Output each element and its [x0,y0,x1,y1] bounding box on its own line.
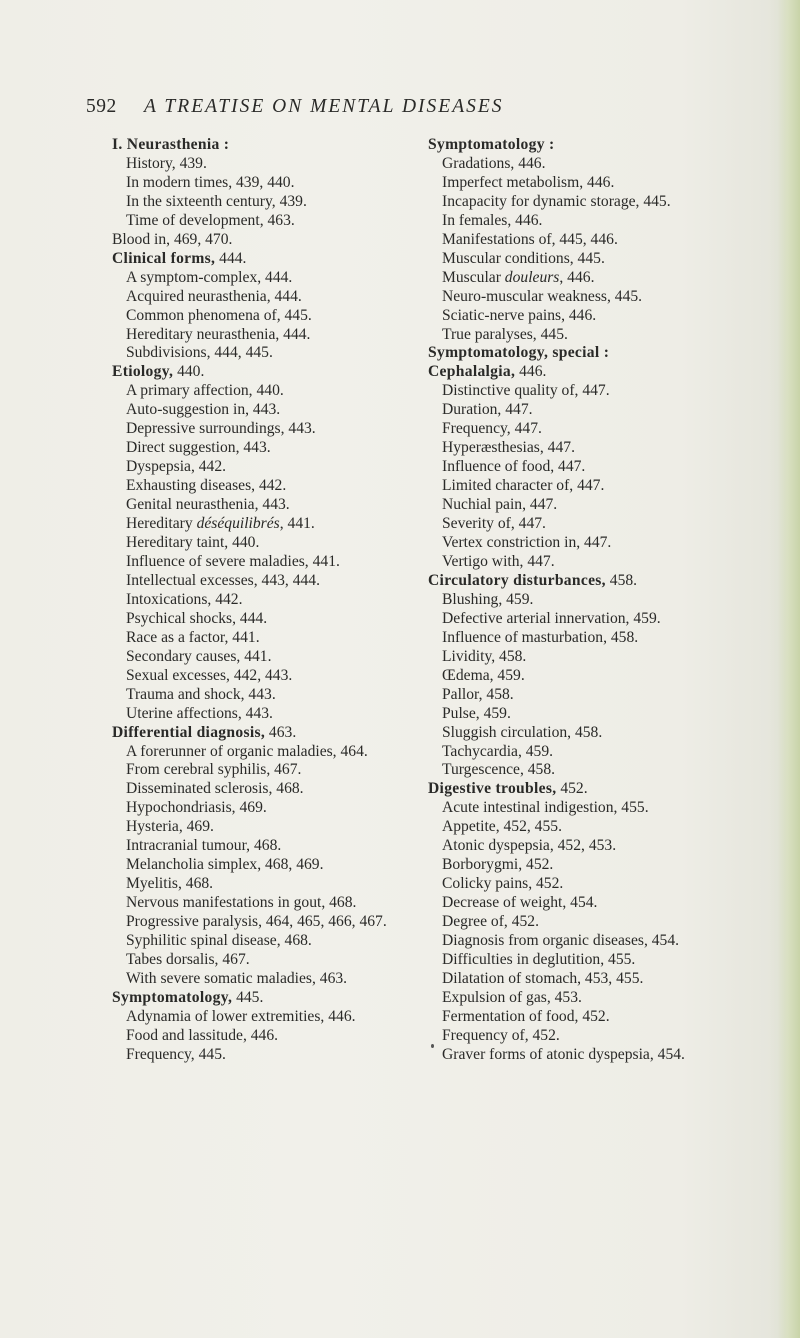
index-heading: Circulatory disturbances, [428,571,606,589]
index-entry: Frequency of, 452. [442,1026,560,1044]
index-entry: Colicky pains, 452. [442,875,564,893]
index-entry: With severe somatic maladies, 463. [126,969,348,987]
index-entry: Hereditary neurasthenia, 444. [126,325,311,343]
index-entry: Distinctive quality of, 447. [442,382,610,400]
page-reference: , 441. [279,515,315,533]
index-entry: Nervous manifestations in gout, 468. [126,894,357,912]
index-entry: Syphilitic spinal disease, 468. [126,932,312,950]
index-entry: Food and lassitude, 446. [126,1026,279,1044]
page-reference: 440. [173,363,205,381]
index-entry: Myelitis, 468. [126,875,214,893]
page-reference: 444. [215,249,247,267]
index-entry: Gradations, 446. [442,154,546,172]
index-entry: Influence of severe maladies, 441. [126,552,340,570]
index-entry: Vertex constriction in, 447. [442,534,612,552]
index-entry: Influence of masturbation, 458. [442,628,639,646]
index-entry [112,515,432,534]
index-entry: Sexual excesses, 442, 443. [126,666,293,684]
index-entry [428,269,748,288]
index-entry: Œdema, 459. [442,666,525,684]
index-entry: Psychical shocks, 444. [126,609,268,627]
index-entry: Depressive surroundings, 443. [126,420,316,438]
index-entry: Hypochondriasis, 469. [126,799,267,817]
index-entry: Manifestations of, 445, 446. [442,230,618,248]
index-entry: Influence of food, 447. [442,458,586,476]
index-entry: In modern times, 439, 440. [126,173,295,191]
index-entry [112,989,432,1008]
index-entry: Sciatic-nerve pains, 446. [442,306,597,324]
ink-speck [431,1044,434,1048]
index-entry: Acquired neurasthenia, 444. [126,287,302,305]
index-entry: Adynamia of lower extremities, 446. [126,1007,356,1025]
index-entry: Subdivisions, 444, 445. [126,344,273,362]
page-reference: 452. [556,780,588,798]
index-entry: Duration, 447. [442,401,533,419]
index-entry: Dilatation of stomach, 453, 455. [442,969,644,987]
index-entry: Lividity, 458. [442,647,527,665]
page-reference: 463. [265,723,297,741]
index-heading: Clinical forms, [112,249,216,267]
index-entry [112,250,432,269]
index-entry [112,724,432,743]
page-reference: 446. [515,363,547,381]
index-entry: Degree of, 452. [442,913,539,931]
index-entry: Diagnosis from organic diseases, 454. [442,932,680,950]
entry-italic-term: déséquilibrés [196,515,280,533]
index-entry: Auto-suggestion in, 443. [126,401,281,419]
index-entry: Blushing, 459. [442,590,534,608]
page-edge-shadow [778,0,800,1338]
index-entry: Hyperæsthesias, 447. [442,439,575,457]
index-entry: Fermentation of food, 452. [442,1007,610,1025]
index-entry: A symptom-complex, 444. [126,268,293,286]
index-entry: Direct suggestion, 443. [126,439,271,457]
index-entry: History, 439. [126,154,207,172]
index-entry: Intoxications, 442. [126,590,243,608]
index-entry: Imperfect metabolism, 446. [442,173,615,191]
index-entry: Intracranial tumour, 468. [126,837,282,855]
index-entry: Blood in, 469, 470. [112,230,233,248]
index-column-left [112,136,432,1065]
index-entry: Trauma and shock, 443. [126,685,276,703]
index-entry: Hysteria, 469. [126,818,214,836]
index-column-right [428,136,748,1065]
index-heading: I. Neurasthenia : [112,136,230,153]
index-entry: Progressive paralysis, 464, 465, 466, 467. [126,913,387,931]
index-entry: Graver forms of atonic dyspepsia, 454. [442,1045,685,1063]
index-heading: Cephalalgia, [428,363,516,381]
index-entry [428,363,748,382]
index-entry: A forerunner of organic maladies, 464. [126,742,368,760]
index-heading: Differential diagnosis, [112,723,266,741]
index-entry: Common phenomena of, 445. [126,306,312,324]
page-reference: 458. [605,571,638,589]
index-entry: Defective arterial innervation, 459. [442,609,661,627]
index-entry: Turgescence, 458. [442,761,556,779]
index-entry: Difficulties in deglutition, 455. [442,950,636,968]
index-entry: Time of development, 463. [126,211,295,229]
running-title: A TREATISE ON MENTAL DISEASES [144,96,504,117]
index-entry: Decrease of weight, 454. [442,894,598,912]
index-entry: Appetite, 452, 455. [442,818,562,836]
index-entry: Neuro-muscular weakness, 445. [442,287,643,305]
index-entry: Frequency, 445. [126,1045,226,1063]
index-entry: In the sixteenth century, 439. [126,192,307,210]
index-entry: Dyspepsia, 442. [126,458,227,476]
index-entry: Intellectual excesses, 443, 444. [126,571,320,589]
index-heading: Symptomatology, special : [428,344,610,362]
page-header [86,96,686,122]
entry-text: Muscular [442,268,505,286]
index-entry: Severity of, 447. [442,515,546,533]
index-entry: Vertigo with, 447. [442,552,555,570]
index-entry: Exhausting diseases, 442. [126,477,287,495]
index-entry: Disseminated sclerosis, 468. [126,780,304,798]
index-entry: Pulse, 459. [442,704,511,722]
index-entry [428,344,748,363]
index-entry: Tachycardia, 459. [442,742,554,760]
index-entry: Melancholia simplex, 468, 469. [126,856,324,874]
index-entry: From cerebral syphilis, 467. [126,761,302,779]
index-entry: Genital neurasthenia, 443. [126,496,290,514]
index-entry: Pallor, 458. [442,685,514,703]
index-entry: Atonic dyspepsia, 452, 453. [442,837,617,855]
index-entry [112,136,432,155]
index-entry [428,136,748,155]
index-entry: True paralyses, 445. [442,325,568,343]
index-heading: Symptomatology, [112,988,233,1006]
index-heading: Digestive troubles, [428,780,557,798]
index-entry: In females, 446. [442,211,543,229]
index-entry: Tabes dorsalis, 467. [126,950,250,968]
index-entry: Race as a factor, 441. [126,628,260,646]
entry-italic-term: douleurs [504,268,560,286]
index-entry: Muscular conditions, 445. [442,249,605,267]
index-entry: Expulsion of gas, 453. [442,988,582,1006]
index-heading: Symptomatology : [428,136,555,153]
index-entry: A primary affection, 440. [126,382,284,400]
index-heading: Etiology, [112,363,174,381]
page-number: 592 [86,96,117,117]
index-entry: Nuchial pain, 447. [442,496,558,514]
index-entry: Acute intestinal indigestion, 455. [442,799,649,817]
index-entry [428,572,748,591]
index-entry: Incapacity for dynamic storage, 445. [442,192,671,210]
index-entry: Uterine affections, 443. [126,704,273,722]
index-entry: Limited character of, 447. [442,477,605,495]
index-entry [428,780,748,799]
index-entry: Secondary causes, 441. [126,647,272,665]
entry-text: Hereditary [126,515,197,533]
page-reference: , 446. [559,268,595,286]
index-entry: Hereditary taint, 440. [126,534,260,552]
index-entry: Frequency, 447. [442,420,542,438]
index-entry: Borborygmi, 452. [442,856,554,874]
index-entry: Sluggish circulation, 458. [442,723,603,741]
index-entry [112,363,432,382]
page-reference: 445. [232,988,264,1006]
